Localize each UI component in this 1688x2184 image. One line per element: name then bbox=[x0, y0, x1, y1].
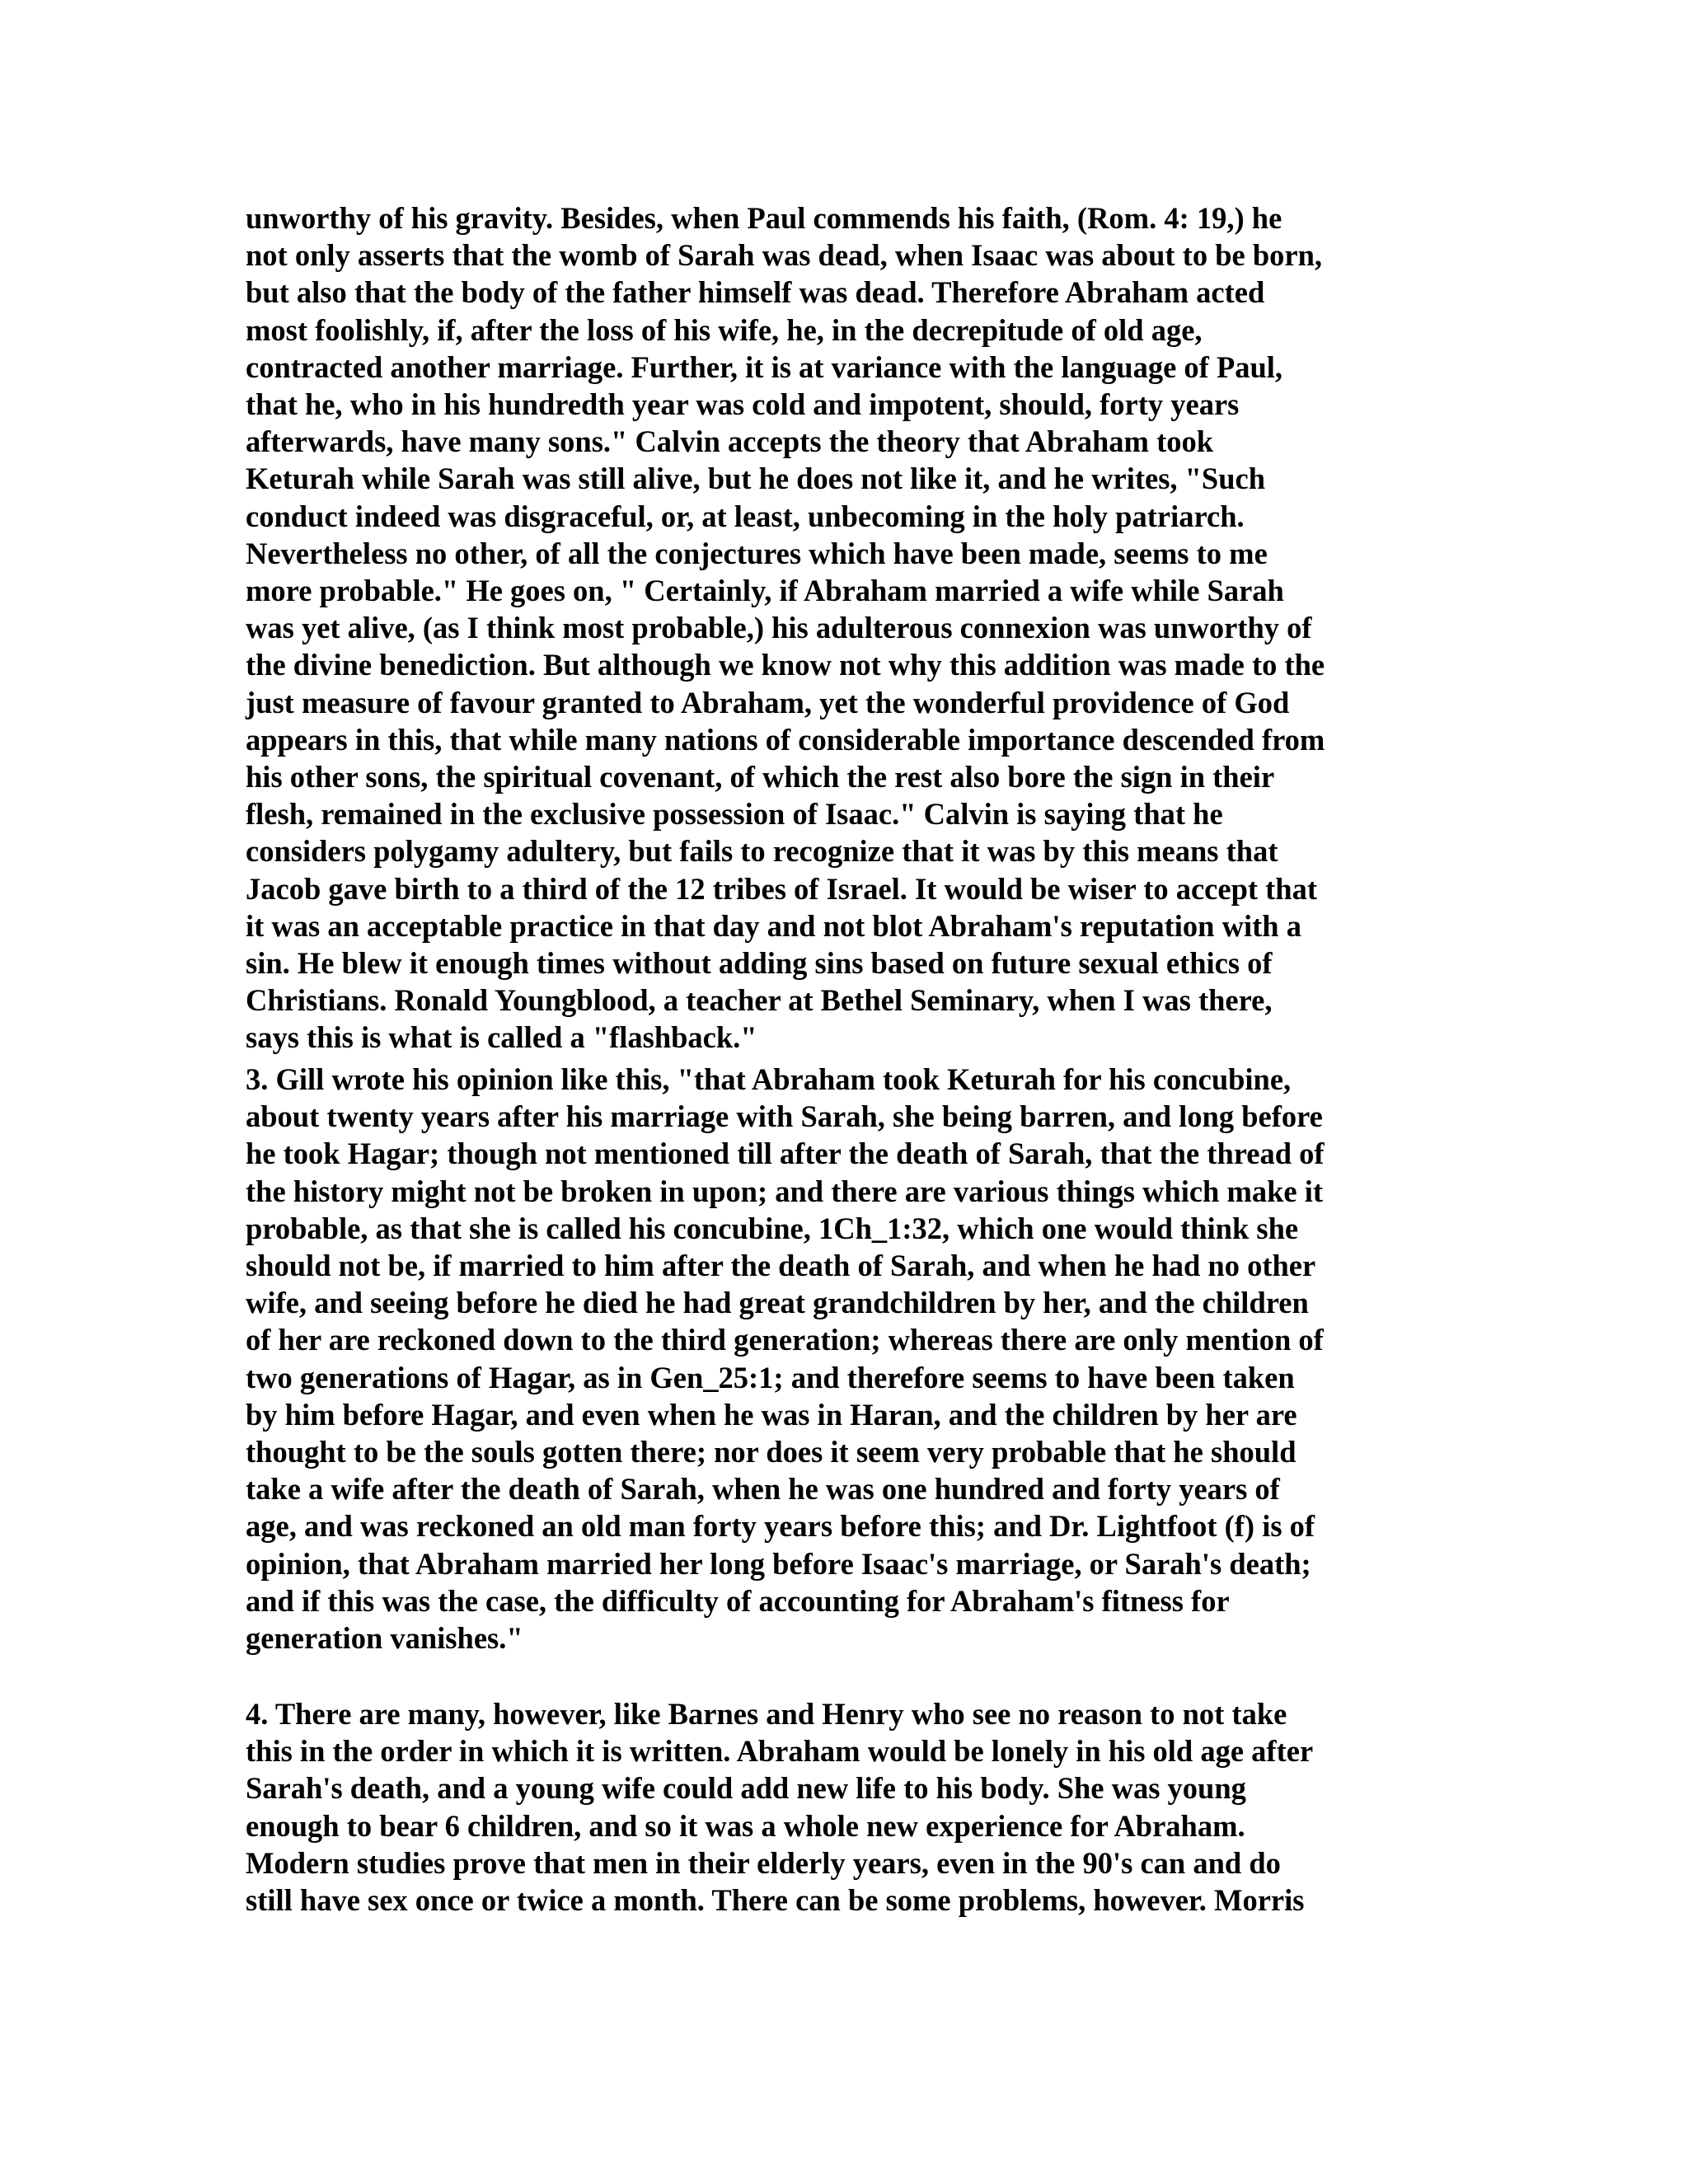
text-line: most foolishly, if, after the loss of his wife, he, in the decrepitude of old age, bbox=[246, 312, 1203, 347]
text-line: the divine benediction. But although we know not why this addition was made to the bbox=[246, 648, 1325, 682]
text-line: the history might not be broken in upon; and there are various things which make it bbox=[246, 1174, 1324, 1208]
text-line: thought to be the souls gotten there; nor does it seem very probable that he should bbox=[246, 1435, 1296, 1469]
text-line: was yet alive, (as I think most probable,) his adulterous connexion was unworthy of bbox=[246, 611, 1312, 645]
text-line: should not be, if married to him after the death of Sarah, and when he had no other bbox=[246, 1249, 1316, 1283]
text-line: wife, and seeing before he died he had great grandchildren by her, and the children bbox=[246, 1286, 1309, 1320]
text-line: contracted another marriage. Further, it is at variance with the language of Paul, bbox=[246, 349, 1283, 384]
text-line: sin. He blew it enough times without adding sins based on future sexual ethics of bbox=[246, 946, 1273, 981]
text-line: just measure of favour granted to Abraham, yet the wonderful providence of God bbox=[246, 685, 1290, 719]
text-line: but also that the body of the father himself was dead. Therefore Abraham acted bbox=[246, 275, 1265, 310]
text-line: by him before Hagar, and even when he was in Haran, and the children by her are bbox=[246, 1397, 1297, 1432]
text-line: conduct indeed was disgraceful, or, at least, unbecoming in the holy patriarch. bbox=[246, 499, 1245, 533]
text-line: generation vanishes." bbox=[246, 1621, 523, 1656]
text-line: more probable." He goes on, " Certainly, if Abraham married a wife while Sarah bbox=[246, 574, 1284, 608]
paragraph-gill-opinion bbox=[246, 1061, 1441, 1657]
paragraph-calvin-quote bbox=[246, 199, 1441, 1057]
text-line: Modern studies prove that men in their elderly years, even in the 90's can and do bbox=[246, 1845, 1281, 1880]
text-line: Sarah's death, and a young wife could add new life to his body. She was young bbox=[246, 1771, 1246, 1806]
text-line: 4. There are many, however, like Barnes and Henry who see no reason to not take bbox=[246, 1697, 1287, 1731]
text-line: take a wife after the death of Sarah, when he was one hundred and forty years of bbox=[246, 1472, 1280, 1507]
text-line: about twenty years after his marriage with Sarah, she being barren, and long before bbox=[246, 1099, 1323, 1134]
text-line: that he, who in his hundredth year was cold and impotent, should, forty years bbox=[246, 387, 1240, 422]
text-line: Jacob gave birth to a third of the 12 tribes of Israel. It would be wiser to accept that bbox=[246, 871, 1318, 906]
text-line: enough to bear 6 children, and so it was a whole new experience for Abraham. bbox=[246, 1808, 1245, 1843]
text-line: not only asserts that the womb of Sarah was dead, when Isaac was about to be born, bbox=[246, 238, 1322, 273]
text-line: age, and was reckoned an old man forty years before this; and Dr. Lightfoot (f) is of bbox=[246, 1509, 1315, 1544]
text-line: unworthy of his gravity. Besides, when Paul commends his faith, (Rom. 4: 19,) he bbox=[246, 201, 1282, 235]
text-line: says this is what is called a "flashback." bbox=[246, 1020, 757, 1055]
text-line: flesh, remained in the exclusive possession of Isaac." Calvin is saying that he bbox=[246, 797, 1223, 832]
text-line: he took Hagar; though not mentioned till after the death of Sarah, that the thread of bbox=[246, 1137, 1325, 1171]
text-line: considers polygamy adultery, but fails to recognize that it was by this means that bbox=[246, 834, 1278, 869]
text-line: Christians. Ronald Youngblood, a teacher at Bethel Seminary, when I was there, bbox=[246, 983, 1273, 1018]
paragraph-barnes-henry bbox=[246, 1695, 1441, 1919]
text-line: Nevertheless no other, of all the conjectures which have been made, seems to me bbox=[246, 536, 1268, 570]
text-line: it was an acceptable practice in that day and not blot Abraham's reputation with a bbox=[246, 908, 1301, 943]
text-line: of her are reckoned down to the third generation; whereas there are only mention of bbox=[246, 1323, 1324, 1357]
text-line: Keturah while Sarah was still alive, but he does not like it, and he writes, "Such bbox=[246, 462, 1266, 496]
text-line: probable, as that she is called his concubine, 1Ch_1:32, which one would think she bbox=[246, 1211, 1299, 1245]
text-line: and if this was the case, the difficulty of accounting for Abraham's fitness for bbox=[246, 1583, 1230, 1618]
text-line: his other sons, the spiritual covenant, of which the rest also bore the sign in their bbox=[246, 760, 1275, 794]
text-line: opinion, that Abraham married her long before Isaac's marriage, or Sarah's death; bbox=[246, 1546, 1311, 1581]
text-line: afterwards, have many sons." Calvin accepts the theory that Abraham took bbox=[246, 424, 1214, 459]
text-line: still have sex once or twice a month. There can be some problems, however. Morris bbox=[246, 1883, 1305, 1918]
text-line: 3. Gill wrote his opinion like this, "that Abraham took Keturah for his concubine, bbox=[246, 1062, 1292, 1096]
text-line: two generations of Hagar, as in Gen_25:1; and therefore seems to have been taken bbox=[246, 1360, 1295, 1394]
text-line: appears in this, that while many nations of considerable importance descended from bbox=[246, 722, 1325, 757]
text-line: this in the order in which it is written. Abraham would be lonely in his old age after bbox=[246, 1734, 1314, 1769]
